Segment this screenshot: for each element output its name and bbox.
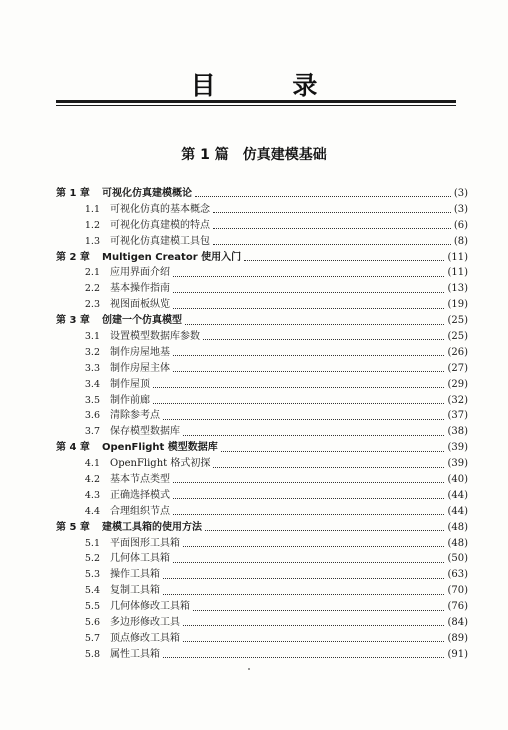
toc-entry-title: 合理组织节点 (110, 505, 170, 517)
toc-entry-title: 视图面板纵览 (110, 299, 170, 311)
toc-entry-number: 1.1 (84, 203, 100, 215)
toc-entry-title: 制作屋顶 (110, 378, 150, 390)
page-title: 目 录 (190, 71, 352, 100)
toc-entry-page: (63) (447, 569, 468, 581)
toc-entry-page: (84) (447, 617, 468, 629)
toc-entry-page: (11) (447, 251, 468, 263)
toc-entry-page: (26) (447, 346, 468, 358)
toc-entry-title: 几何体修改工具箱 (110, 601, 190, 613)
dot-leader (173, 276, 444, 277)
dot-leader (183, 546, 444, 547)
toc-entry-page: (8) (453, 235, 468, 247)
part-name: 仿真建模基础 (242, 147, 327, 163)
toc-section-row[interactable] (56, 202, 468, 218)
toc-section-row[interactable] (56, 583, 468, 599)
toc-section-row[interactable] (56, 599, 468, 615)
toc-entry-page: (6) (453, 219, 468, 231)
toc-section-row[interactable] (56, 488, 468, 504)
part-label: 第 1 篇 (181, 147, 229, 163)
toc-entry-title: OpenFlight 模型数据库 (102, 442, 218, 454)
toc-entry-page: (40) (447, 474, 468, 486)
toc-section-row[interactable] (56, 345, 468, 361)
toc-entry-title: 正确选择模式 (110, 489, 170, 501)
toc-entry-page: (27) (447, 362, 468, 374)
toc-entry-page: (44) (447, 505, 468, 517)
toc-section-row[interactable] (56, 536, 468, 552)
dot-leader (163, 419, 444, 420)
dot-leader (203, 339, 444, 340)
toc-chapter-row[interactable] (56, 520, 468, 536)
toc-entry-page: (89) (447, 632, 468, 644)
toc-entry-number: 3.5 (84, 394, 100, 406)
dot-leader (173, 482, 444, 483)
toc-entry-title: 操作工具箱 (110, 569, 160, 581)
dot-leader (183, 641, 444, 642)
dot-leader (173, 562, 444, 563)
toc-entry-page: (11) (447, 267, 468, 279)
dot-leader (213, 212, 451, 213)
toc-entry-title: 设置模型数据库参数 (110, 331, 200, 343)
toc-entry-title: Multigen Creator 使用入门 (102, 251, 242, 263)
toc-entry-number: 3.2 (84, 346, 100, 358)
toc-entry-page: (37) (447, 410, 468, 422)
toc-entry-title: 属性工具箱 (110, 648, 160, 660)
toc-section-row[interactable] (56, 567, 468, 583)
toc-entry-number: 5.8 (84, 648, 100, 660)
toc-entry-title: 建模工具箱的使用方法 (102, 521, 202, 533)
toc-entry-number: 第 4 章 (56, 442, 90, 454)
toc-entry-number: 5.3 (84, 569, 100, 581)
toc-entry-title: 制作房屋地基 (110, 346, 170, 358)
toc-entry-page: (70) (447, 585, 468, 597)
table-of-contents (56, 186, 468, 663)
toc-entry-number: 3.4 (84, 378, 100, 390)
toc-entry-title: 基本节点类型 (110, 474, 170, 486)
dot-leader (183, 435, 444, 436)
toc-section-row[interactable] (56, 551, 468, 567)
toc-entry-page: (48) (447, 537, 468, 549)
toc-entry-title: 可视化仿真建模概论 (102, 188, 192, 199)
dot-leader (193, 610, 444, 611)
dot-leader (221, 451, 445, 452)
toc-section-row[interactable] (56, 647, 468, 663)
toc-section-row[interactable] (56, 456, 468, 472)
toc-entry-page: (25) (447, 315, 468, 327)
toc-entry-number: 1.2 (84, 219, 100, 231)
toc-section-row[interactable] (56, 361, 468, 377)
toc-entry-page: (3) (453, 203, 468, 215)
toc-entry-title: 保存模型数据库 (110, 426, 180, 438)
toc-entry-number: 第 1 章 (56, 188, 90, 199)
toc-section-row[interactable] (56, 393, 468, 409)
toc-section-row[interactable] (56, 631, 468, 647)
toc-entry-number: 4.2 (84, 474, 100, 486)
dot-leader (173, 514, 444, 515)
dot-leader (163, 578, 444, 579)
toc-entry-number: 3.3 (84, 362, 100, 374)
toc-entry-page: (39) (447, 458, 468, 470)
toc-entry-number: 3.1 (84, 331, 100, 343)
toc-entry-page: (76) (447, 601, 468, 613)
toc-entry-number: 5.5 (84, 601, 100, 613)
toc-entry-number: 5.7 (84, 632, 100, 644)
toc-entry-title: 制作房屋主体 (110, 362, 170, 374)
toc-entry-page: (32) (447, 394, 468, 406)
toc-entry-page: (29) (447, 378, 468, 390)
toc-section-row[interactable] (56, 265, 468, 281)
toc-entry-number: 第 2 章 (56, 251, 90, 263)
toc-entry-number: 5.1 (84, 537, 100, 549)
toc-section-row[interactable] (56, 615, 468, 631)
dot-leader (205, 530, 444, 531)
dot-leader (173, 498, 444, 499)
toc-entry-number: 5.2 (84, 553, 100, 565)
toc-section-row[interactable] (56, 329, 468, 345)
dot-leader (185, 324, 444, 325)
toc-entry-number: 4.1 (84, 458, 100, 470)
toc-entry-page: (50) (447, 553, 468, 565)
toc-entry-number: 2.1 (84, 267, 100, 279)
toc-section-row[interactable] (56, 472, 468, 488)
toc-chapter-row[interactable] (56, 250, 468, 266)
toc-section-row[interactable] (56, 218, 468, 234)
toc-entry-page: (38) (447, 426, 468, 438)
toc-entry-number: 1.3 (84, 235, 100, 247)
toc-chapter-row[interactable] (56, 186, 468, 202)
dot-leader (173, 371, 444, 372)
toc-entry-number: 2.3 (84, 299, 100, 311)
toc-entry-title: 平面图形工具箱 (110, 537, 180, 549)
toc-section-row[interactable] (56, 234, 468, 250)
toc-entry-title: 可视化仿真建模的特点 (110, 219, 210, 231)
toc-section-row[interactable] (56, 408, 468, 424)
part-heading (0, 144, 508, 164)
dot-leader (173, 355, 444, 356)
toc-entry-number: 第 5 章 (56, 521, 90, 533)
toc-chapter-row[interactable] (56, 313, 468, 329)
dot-leader (213, 244, 451, 245)
toc-entry-page: (48) (447, 521, 468, 533)
toc-entry-page: (44) (447, 489, 468, 501)
toc-section-row[interactable] (56, 281, 468, 297)
toc-section-row[interactable] (56, 424, 468, 440)
toc-entry-number: 4.4 (84, 505, 100, 517)
toc-section-row[interactable] (56, 504, 468, 520)
toc-entry-page: (91) (447, 648, 468, 660)
toc-entry-title: OpenFlight 格式初探 (110, 458, 211, 470)
toc-chapter-row[interactable] (56, 440, 468, 456)
title-rule-thick (56, 100, 456, 103)
toc-entry-title: 多边形修改工具 (110, 617, 180, 629)
toc-entry-page: (3) (453, 188, 468, 199)
dot-leader (244, 260, 444, 261)
toc-section-row[interactable] (56, 377, 468, 393)
toc-entry-number: 5.4 (84, 585, 100, 597)
toc-entry-title: 顶点修改工具箱 (110, 632, 180, 644)
toc-entry-number: 第 3 章 (56, 315, 90, 327)
toc-section-row[interactable] (56, 297, 468, 313)
dot-leader (153, 387, 444, 388)
toc-entry-title: 清除参考点 (110, 410, 160, 422)
dot-leader (213, 467, 444, 468)
dot-leader (163, 594, 444, 595)
dot-leader (213, 228, 451, 229)
toc-entry-title: 几何体工具箱 (110, 553, 170, 565)
toc-entry-number: 4.3 (84, 489, 100, 501)
dot-leader (183, 625, 444, 626)
toc-entry-page: (39) (447, 442, 468, 454)
toc-entry-number: 5.6 (84, 617, 100, 629)
toc-entry-page: (19) (447, 299, 468, 311)
dot-leader (163, 657, 444, 658)
dot-leader (173, 308, 444, 309)
toc-entry-title: 复制工具箱 (110, 585, 160, 597)
toc-entry-number: 3.6 (84, 410, 100, 422)
toc-entry-title: 可视化仿真的基本概念 (110, 203, 210, 215)
toc-entry-title: 创建一个仿真模型 (102, 315, 182, 327)
dot-leader (195, 196, 451, 197)
toc-entry-title: 制作前廊 (110, 394, 150, 406)
dot-leader (173, 292, 444, 293)
toc-entry-number: 2.2 (84, 283, 100, 295)
toc-entry-page: (25) (447, 331, 468, 343)
toc-entry-title: 应用界面介绍 (110, 267, 170, 279)
toc-entry-title: 可视化仿真建模工具包 (110, 235, 210, 247)
dot-leader (153, 403, 444, 404)
toc-entry-number: 3.7 (84, 426, 100, 438)
toc-entry-page: (13) (447, 283, 468, 295)
toc-entry-title: 基本操作指南 (110, 283, 170, 295)
title-rule-thin (56, 105, 456, 106)
page-mark (248, 668, 250, 670)
